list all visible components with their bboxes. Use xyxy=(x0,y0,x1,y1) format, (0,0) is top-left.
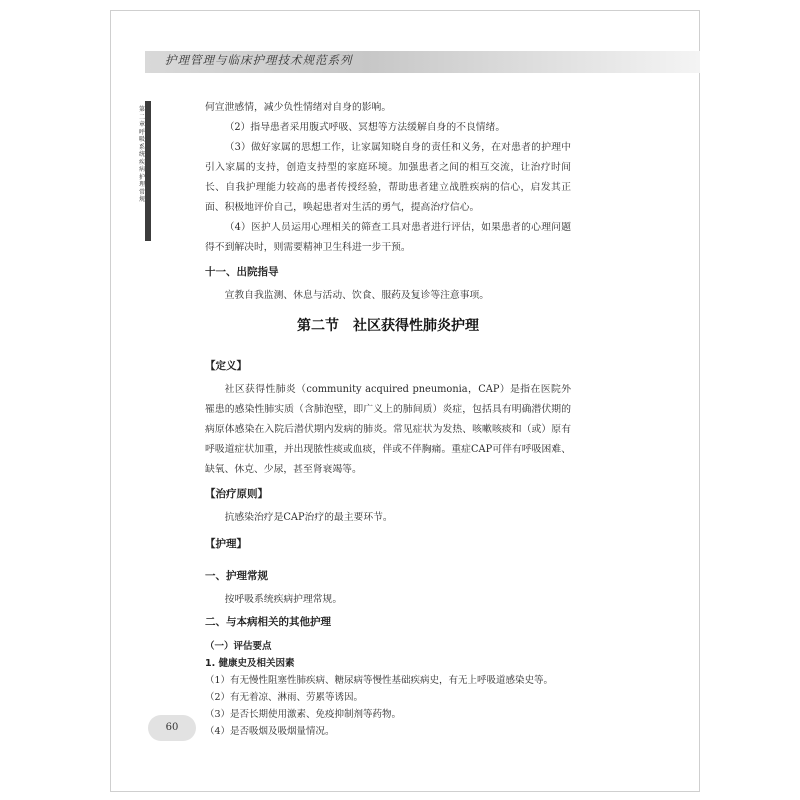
heading-definition: 【定义】 xyxy=(205,360,247,372)
section-title: 第二节 社区获得性肺炎护理 xyxy=(297,318,479,334)
paragraph: 抗感染治疗是CAP治疗的最主要环节。 xyxy=(224,512,393,523)
heading-eval: （一）评估要点 xyxy=(205,641,272,652)
paragraph: （3）做好家属的思想工作，让家属知晓自身的责任和义务，在对患者的护理中引入家属的支持，创造支持型的家庭环境。加强患者之间的相互交流，让治疗时间长、自我护理能力较高的患者传授经验，帮助患者建立战胜疾病的信心，启发其正面、积极地评价自己，唤起患者对生活的勇气，提高治疗信心。 xyxy=(205,142,571,213)
paragraph: （4）医护人员运用心理相关的筛查工具对患者进行评估，如果患者的心理问题得不到解决时，则需要精神卫生科进一步干预。 xyxy=(205,222,571,253)
paragraph: （2）指导患者采用腹式呼吸、冥想等方法缓解自身的不良情绪。 xyxy=(224,122,506,133)
paragraph: 按呼吸系统疾病护理常规。 xyxy=(224,594,343,605)
series-title: 护理管理与临床护理技术规范系列 xyxy=(165,53,353,67)
heading-history: 1. 健康史及相关因素 xyxy=(205,658,295,669)
page-body xyxy=(205,98,571,740)
heading-nursing: 【护理】 xyxy=(205,538,247,550)
page-number: 60 xyxy=(165,722,179,733)
chapter-vertical-label: 第二章 呼吸系统疾病护理常规 xyxy=(138,106,145,203)
paragraph: 宣教自我监测、休息与活动、饮食、服药及复诊等注意事项。 xyxy=(224,290,490,301)
paragraph: 社区获得性肺炎（community acquired pneumonia，CAP）是指在医院外罹患的感染性肺实质（含肺泡壁，即广义上的肺间质）炎症，包括具有明确潜伏期的病原体感染在入院后潜伏期内发病的肺炎。常见症状为发热、咳嗽咳痰和（或）原有呼吸道症状加重，并出现脓性痰或血痰，伴或不伴胸痛。重症CAP可伴有呼吸困难、缺氧、休克、少尿，甚至肾衰竭等。 xyxy=(205,384,571,475)
paragraph: 何宣泄感情，减少负性情绪对自身的影响。 xyxy=(205,102,392,113)
list-item: （1）有无慢性阻塞性肺疾病、糖尿病等慢性基础疾病史，有无上呼吸道感染史等。 xyxy=(205,675,554,686)
list-item: （3）是否长期使用激素、免疫抑制剂等药物。 xyxy=(205,709,402,720)
list-item: （2）有无着凉、淋雨、劳累等诱因。 xyxy=(205,692,364,703)
heading-other: 二、与本病相关的其他护理 xyxy=(205,616,331,628)
heading-principle: 【治疗原则】 xyxy=(205,488,268,500)
list-item: （4）是否吸烟及吸烟量情况。 xyxy=(205,726,335,737)
heading-routine: 一、护理常规 xyxy=(205,570,268,582)
heading-discharge: 十一、出院指导 xyxy=(205,266,279,278)
